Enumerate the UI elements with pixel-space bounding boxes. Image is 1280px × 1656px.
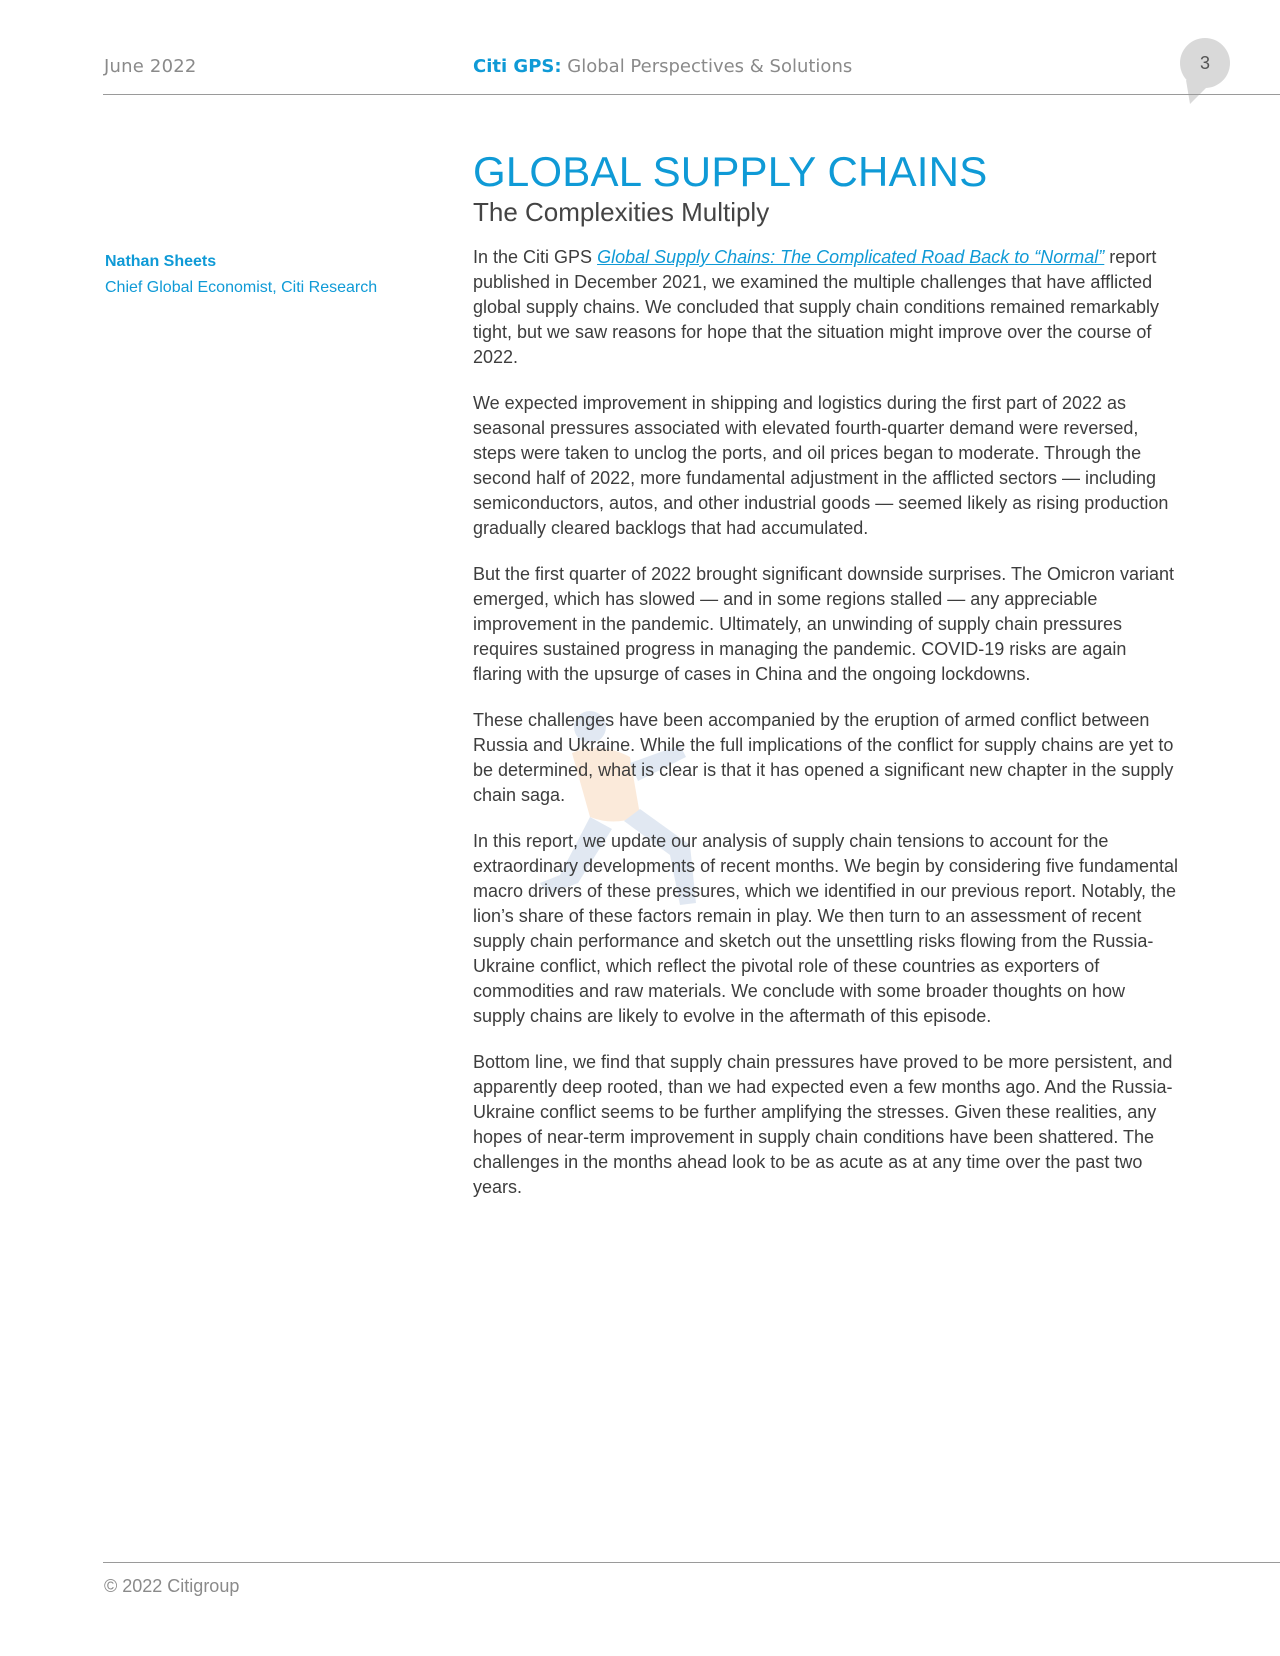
header-date: June 2022 <box>104 56 197 77</box>
author-name: Nathan Sheets <box>105 253 217 270</box>
paragraph-omicron: But the first quarter of 2022 brought significant downside surprises. The Omicron variant emerged, which has slowed — and in some regions stalled — any appreciable improvement in the pandemic. Ultimately, an unwinding of supply chain pressures requires sustained progress in managing the pandemic. COVID-19 risks are again flaring with the upsurge of cases in China and the ongoing lockdowns. <box>473 564 1175 684</box>
brand-tagline: Global Perspectives & Solutions <box>561 56 853 77</box>
paragraph-expectations: We expected improvement in shipping and logistics during the first part of 2022 as seasonal pressures associated with elevated fourth-quarter demand were reversed, steps were taken to unclog the ports, and oil prices began to moderate. Through the second half of 2022, more fundamental adjustment in the afflicted sectors — including semiconductors, autos, and other industrial goods — seemed likely as rising production gradually cleared backlogs that had accumulated. <box>473 393 1169 538</box>
paragraph-bottom-line: Bottom line, we find that supply chain pressures have proved to be more persistent, and apparently deep rooted, than we had expected even a few months ago. And the Russia-Ukraine conflict seems to be further amplifying the stresses. Given these realities, any hopes of near-term improvement in supply chain conditions have been shattered. The challenges in the months ahead look to be as acute as at any time over the past two years. <box>473 1052 1173 1197</box>
paragraph-intro <box>473 245 1179 370</box>
title-block <box>473 148 1173 228</box>
intro-prefix: In the Citi GPS <box>473 247 598 267</box>
paragraph-report-overview: In this report, we update our analysis of supply chain tensions to account for the extraordinary developments of recent months. We begin by considering five fundamental macro drivers of these pressures, which we identified in our previous report. Notably, the lion’s share of these factors remain in play. We then turn to an assessment of recent supply chain performance and sketch out the unsettling risks flowing from the Russia-Ukraine conflict, which reflect the pivotal role of these countries as exporters of commodities and raw materials. We conclude with some broader thoughts on how supply chains are likely to evolve in the aftermath of this episode. <box>473 831 1179 1026</box>
report-link[interactable]: Global Supply Chains: The Complicated Road Back to “Normal” <box>597 247 1105 267</box>
header-brand <box>473 56 852 77</box>
brand-name: Citi GPS: <box>473 56 562 77</box>
article-body <box>473 245 1179 1221</box>
page-number-badge <box>1178 38 1232 92</box>
author-role: Chief Global Economist, Citi Research <box>105 279 378 296</box>
paragraph-conflict: These challenges have been accompanied by the eruption of armed conflict between Russia and Ukraine. While the full implications of the conflict for supply chains are yet to be determined, what is clear is that it has opened a significant new chapter in the supply chain saga. <box>473 710 1174 805</box>
page-title: GLOBAL SUPPLY CHAINS <box>473 148 988 195</box>
header-divider <box>103 94 1280 95</box>
page-subtitle: The Complexities Multiply <box>473 197 770 227</box>
intro-suffix: report published in December 2021, we examined the multiple challenges that have afflicted global supply chains. We concluded that supply chain conditions remained remarkably tight, but we saw reasons for hope that the situation might improve over the course of 2022. <box>473 247 1160 367</box>
footer-copyright: © 2022 Citigroup <box>104 1576 240 1596</box>
footer-divider <box>103 1562 1280 1563</box>
page-number: 3 <box>1199 53 1210 73</box>
author-block <box>105 249 435 301</box>
